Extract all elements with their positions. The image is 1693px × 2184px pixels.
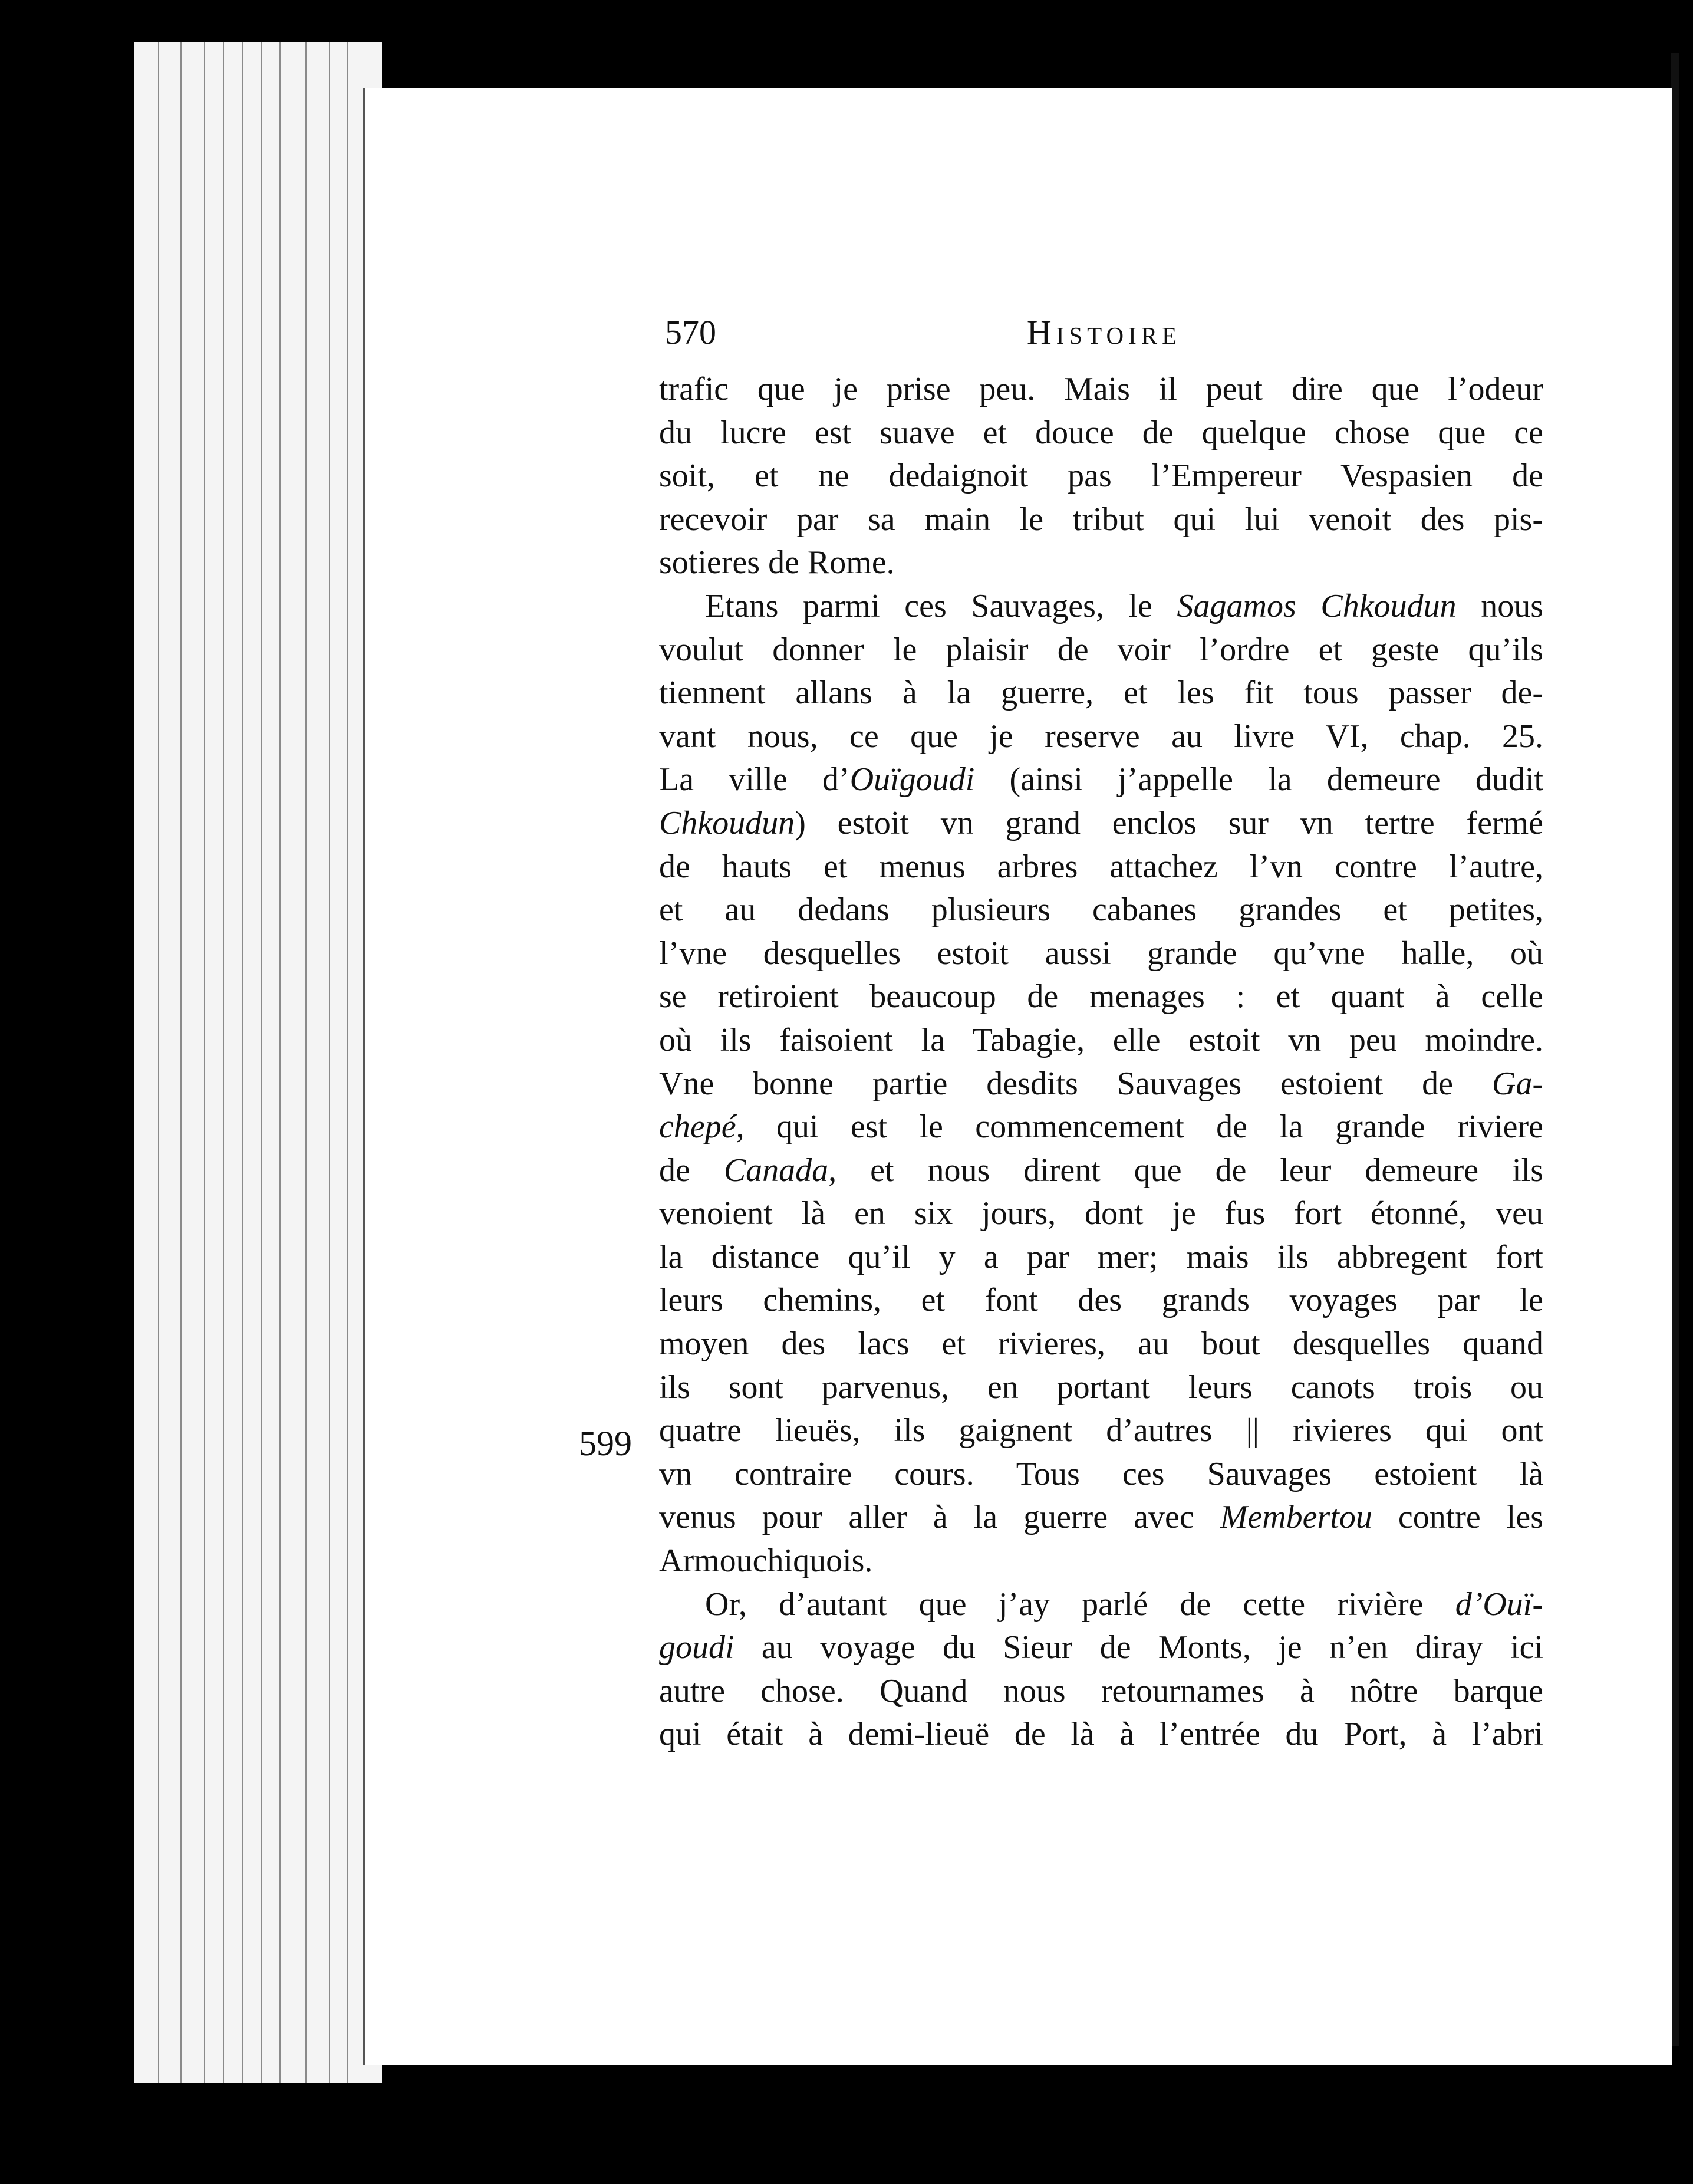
text-line: qui était à demi-lieuë de là à l’entrée du Port, à l’abri	[659, 1716, 1543, 1753]
page-number: 570	[665, 313, 716, 351]
text-line: venoient là en six jours, dont je fus fort étonné, veu	[659, 1195, 1543, 1232]
page-header	[665, 313, 1543, 360]
text-line: Chkoudun) estoit vn grand enclos sur vn tertre fermé	[659, 804, 1543, 841]
body-text	[659, 368, 1543, 1757]
text-line: du lucre est suave et douce de quelque chose que ce	[659, 414, 1543, 451]
text-line: tiennent allans à la guerre, et les fit tous passer de-	[659, 675, 1543, 712]
text-line: l’vne desquelles estoit aussi grande qu’vne halle, où	[659, 935, 1543, 972]
italic-term: goudi	[659, 1629, 734, 1666]
text-line: Vne bonne partie desdits Sauvages estoient de Ga-	[659, 1065, 1543, 1102]
italic-term: Canada	[723, 1152, 829, 1189]
text-line: Etans parmi ces Sauvages, le Sagamos Chkoudun nous	[705, 587, 1543, 624]
text-line: La ville d’Ouïgoudi (ainsi j’appelle la demeure dudit	[659, 761, 1544, 798]
text-line: chepé, qui est le commencement de la grande riviere	[659, 1109, 1543, 1146]
text-line: vant nous, ce que je reserve au livre VI, chap. 25.	[659, 718, 1543, 755]
text-line: vn contraire cours. Tous ces Sauvages estoient là	[659, 1455, 1543, 1492]
italic-term: d’Ouï-	[1455, 1586, 1543, 1623]
text-line: de Canada, et nous dirent que de leur demeure ils	[659, 1152, 1543, 1189]
text-line: voulut donner le plaisir de voir l’ordre et geste qu’ils	[659, 631, 1543, 668]
italic-term: Membertou	[1220, 1499, 1372, 1536]
text-line: venus pour aller à la guerre avec Membertou contre les	[659, 1499, 1544, 1536]
text-line: se retiroient beaucoup de menages : et quant à celle	[659, 978, 1543, 1015]
text-line: ils sont parvenus, en portant leurs canots trois ou	[659, 1369, 1543, 1406]
text-line: de hauts et menus arbres attachez l’vn contre l’autre,	[659, 848, 1543, 885]
text-line: leurs chemins, et font des grands voyages par le	[659, 1282, 1543, 1319]
text-line: Or, d’autant que j’ay parlé de cette rivière d’Ouï-	[705, 1586, 1543, 1623]
book-page-stack	[134, 42, 382, 2083]
text-line: soit, et ne dedaignoit pas l’Empereur Vespasien de	[659, 458, 1543, 495]
text-line: où ils faisoient la Tabagie, elle estoit vn peu moindre.	[659, 1021, 1543, 1058]
italic-term: Sagamos Chkoudun	[1177, 587, 1457, 624]
text-line: recevoir par sa main le tribut qui lui venoit des pis-	[659, 501, 1543, 538]
margin-page-reference: 599	[579, 1424, 632, 1463]
text-line: quatre lieuës, ils gaignent d’autres || rivieres qui ont	[659, 1412, 1543, 1449]
text-line: autre chose. Quand nous retournames à nôtre barque	[659, 1672, 1543, 1709]
text-line: goudi au voyage du Sieur de Monts, je n’en diray ici	[659, 1629, 1543, 1666]
text-line: trafic que je prise peu. Mais il peut dire que l’odeur	[659, 371, 1543, 407]
text-line: moyen des lacs et rivieres, au bout desquelles quand	[659, 1325, 1543, 1363]
italic-term: Ga-	[1491, 1065, 1543, 1102]
running-title: Histoire	[1026, 313, 1182, 351]
text-line: sotieres de Rome.	[659, 544, 895, 581]
italic-term: chepé	[659, 1109, 736, 1146]
text-line: et au dedans plusieurs cabanes grandes et petites,	[659, 892, 1543, 929]
text-line: Armouchiquois.	[659, 1542, 873, 1580]
text-line: la distance qu’il y a par mer; mais ils abbregent fort	[659, 1238, 1543, 1275]
italic-term: Ouïgoudi	[849, 761, 975, 798]
italic-term: Chkoudun	[659, 804, 795, 841]
